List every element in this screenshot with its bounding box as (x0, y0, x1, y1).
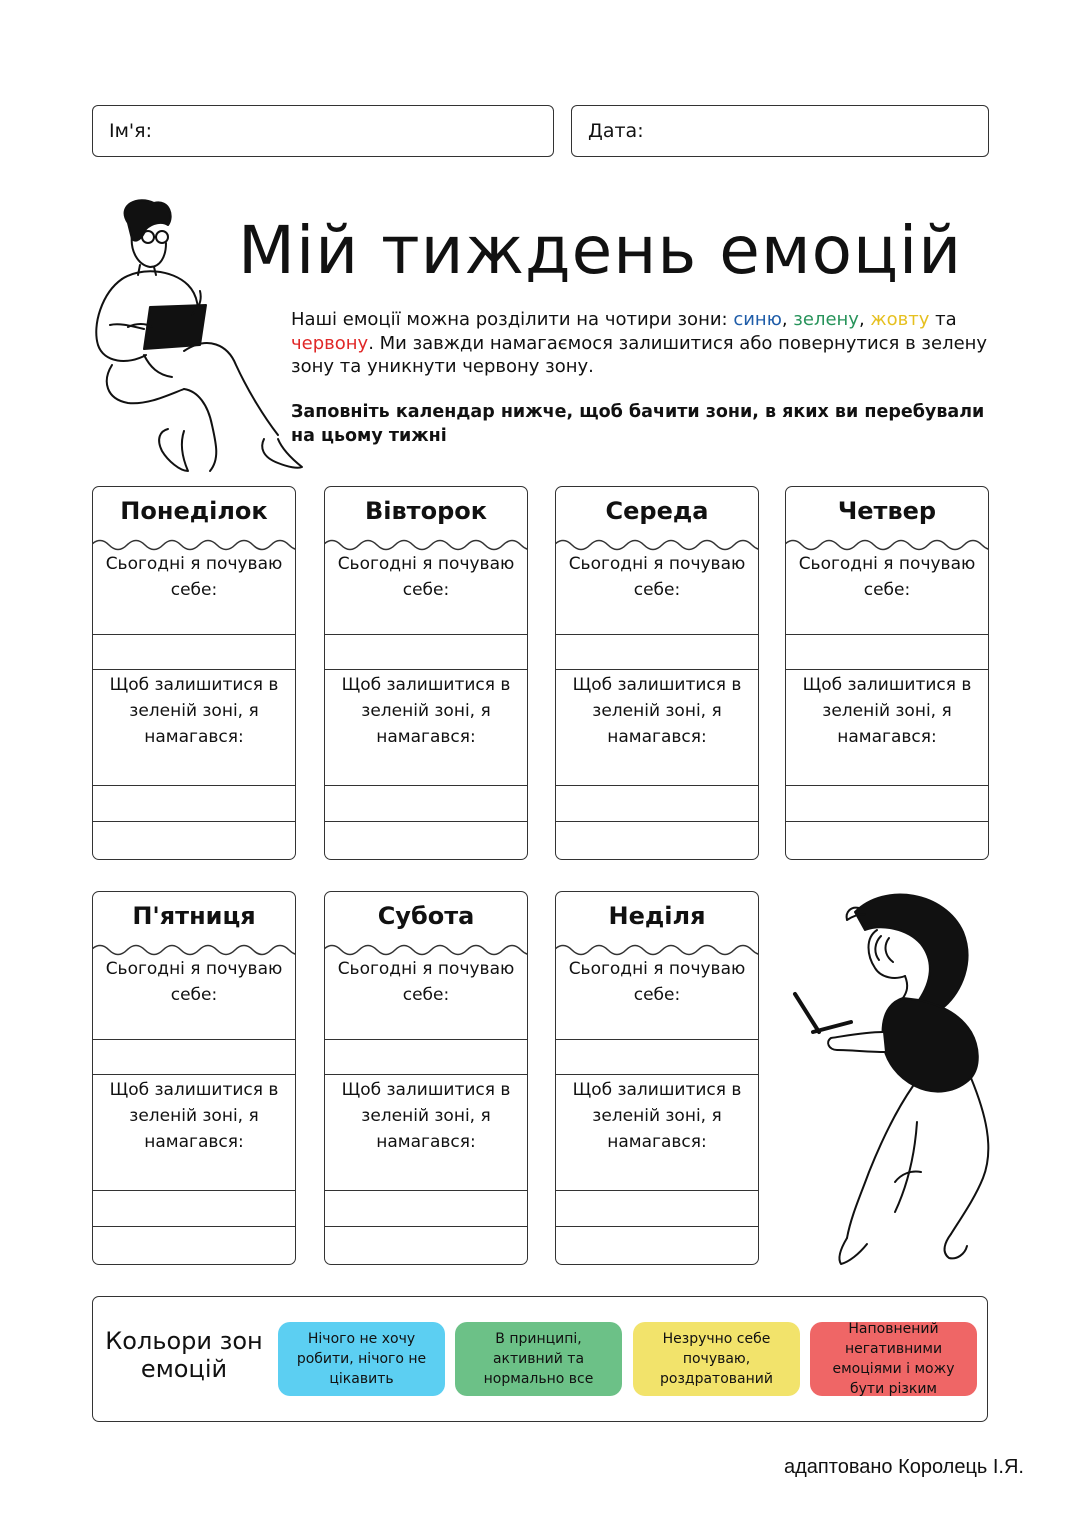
divider-line (556, 821, 758, 822)
day-name: Четвер (837, 497, 937, 525)
day-card-tuesday (324, 486, 528, 860)
zone-green: В принципі, активний та нормально все (455, 1322, 622, 1396)
wave-divider (92, 539, 296, 551)
intro-sep1: , (781, 309, 794, 330)
divider-line (556, 1039, 758, 1040)
divider-line (93, 1074, 295, 1075)
emotion-zones-legend (92, 1296, 988, 1422)
divider-line (325, 821, 527, 822)
intro-sep2: , (858, 309, 871, 330)
day-card-sunday (555, 891, 759, 1265)
divider-line (325, 785, 527, 786)
zone-green-word: зелену (793, 309, 859, 330)
intro-part1: Наші емоції можна розділити на чотири зони: (291, 309, 734, 330)
divider-line (556, 785, 758, 786)
day-card-friday (92, 891, 296, 1265)
feel-label: Сьогодні я почуваю себе: (105, 959, 283, 1005)
divider-line (325, 1074, 527, 1075)
divider-line (556, 669, 758, 670)
day-card-monday (92, 486, 296, 860)
feel-label: Сьогодні я почуваю себе: (337, 959, 515, 1005)
divider-line (786, 634, 988, 635)
day-card-wednesday (555, 486, 759, 860)
zone-red-word: червону (291, 332, 369, 354)
wave-divider (324, 944, 528, 956)
divider-line (556, 1226, 758, 1227)
intro-and: та (929, 309, 957, 330)
day-name: П'ятниця (132, 902, 256, 930)
divider-line (93, 669, 295, 670)
feel-label: Сьогодні я почуваю себе: (337, 554, 515, 600)
page-title: Мій тиждень емоцій (238, 212, 963, 289)
zone-blue-word: синю (733, 309, 782, 330)
intro-part2: . Ми завжди намагаємося залишитися або повернутися в зелену зону та уникнути червону зону. (291, 332, 988, 377)
divider-line (325, 1226, 527, 1227)
name-field[interactable] (92, 105, 554, 157)
feel-label: Сьогодні я почуваю себе: (105, 554, 283, 600)
zone-yellow-word: жовту (870, 309, 930, 330)
wave-divider (555, 944, 759, 956)
day-name: Вівторок (364, 497, 488, 525)
date-label: Дата: (588, 120, 644, 142)
zone-blue: Нічого не хочу робити, нічого не цікавить (278, 1322, 445, 1396)
keep-green-label: Щоб залишитися в зеленій зоні, я намагався: (572, 1080, 742, 1152)
divider-line (786, 785, 988, 786)
divider-line (325, 634, 527, 635)
keep-green-label: Щоб залишитися в зеленій зоні, я намагався: (341, 675, 511, 747)
wave-divider (555, 539, 759, 551)
keep-green-label: Щоб залишитися в зеленій зоні, я намагався: (572, 675, 742, 747)
intro-text (291, 308, 1003, 379)
keep-green-label: Щоб залишитися в зеленій зоні, я намагався: (802, 675, 972, 747)
wave-divider (92, 944, 296, 956)
keep-green-label: Щоб залишитися в зеленій зоні, я намагався: (109, 1080, 279, 1152)
day-card-saturday (324, 891, 528, 1265)
instruction-text: Заповніть календар нижче, щоб бачити зони, в яких ви перебували на цьому тижні (291, 402, 985, 446)
feel-label: Сьогодні я почуваю себе: (568, 959, 746, 1005)
feel-label: Сьогодні я почуваю себе: (798, 554, 976, 600)
divider-line (786, 669, 988, 670)
divider-line (556, 1074, 758, 1075)
feel-label: Сьогодні я почуваю себе: (568, 554, 746, 600)
day-card-thursday (785, 486, 989, 860)
divider-line (325, 669, 527, 670)
day-name: Середа (605, 497, 709, 525)
divider-line (556, 1190, 758, 1191)
name-label: Ім'я: (109, 120, 152, 142)
wave-divider (324, 539, 528, 551)
divider-line (93, 821, 295, 822)
day-name: Неділя (608, 902, 706, 930)
credit-text: адаптовано Королець І.Я. (784, 1456, 1024, 1478)
divider-line (325, 1190, 527, 1191)
keep-green-label: Щоб залишитися в зеленій зоні, я намагався: (341, 1080, 511, 1152)
divider-line (93, 1039, 295, 1040)
person-with-laptop-illustration (785, 882, 1000, 1272)
divider-line (93, 1190, 295, 1191)
divider-line (93, 785, 295, 786)
day-name: Субота (377, 902, 475, 930)
date-field[interactable] (571, 105, 989, 157)
wave-divider (785, 539, 989, 551)
zone-yellow: Незручно себе почуваю, роздратований (633, 1322, 800, 1396)
divider-line (93, 634, 295, 635)
divider-line (556, 634, 758, 635)
keep-green-label: Щоб залишитися в зеленій зоні, я намагався: (109, 675, 279, 747)
divider-line (786, 821, 988, 822)
day-name: Понеділок (120, 497, 268, 525)
zone-red: Наповнений негативними емоціями і можу бути різким (810, 1322, 977, 1396)
legend-title: Кольори зон емоцій (105, 1327, 263, 1383)
divider-line (93, 1226, 295, 1227)
divider-line (325, 1039, 527, 1040)
